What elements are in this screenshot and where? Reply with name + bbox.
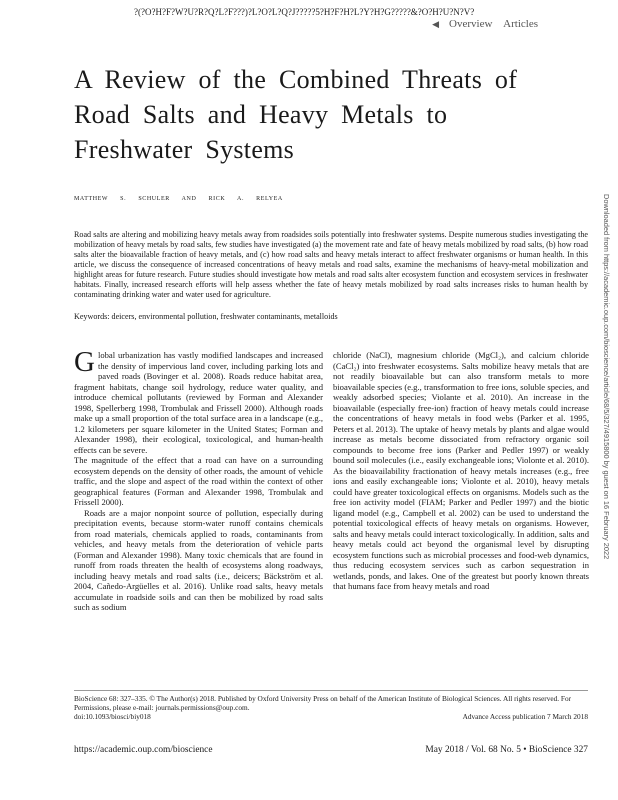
download-watermark-text: Downloaded from https://academic.oup.com/bioscience/article/68/5/327/4915800 by guest on 16 February 2022 — [602, 194, 611, 560]
article-footer — [74, 694, 588, 721]
paragraph-salts-metals: chloride (NaCl), magnesium chloride (MgCl₂), and calcium chloride (CaCl₂) into freshwater ecosystems. Salts mobilize heavy metals that are not readily bioavailable but can also transform metals to more bioavailable species (e.g., transformation to free ions, soluble species, and weakly adsorbed species; Violante et al. 2010). An increase in the bioavailable (especially free-ion) fraction of heavy metals could increase the concentrations of heavy metals in food webs (Parker et al. 1995, Peters et al. 2013). The uptake of heavy metals by plants and algae would increase as metals become dissociated from refractory organic soil compounds to become free ions (Parker and Pedler 1997) or weakly bound soil molecules (i.e., easily exchangeable ions; Violonte et al. 2010). As the bioavailability fractionation of heavy metals increases (e.g., free ions and easily exchangeable ions; Violonte et al. 2010), heavy metals could have greater toxicological effects on organisms. Models such as the free ion activity model (FIAM; Parker and Pedler 1997) and the biotic ligand model (e.g., Campbell et al. 2002) can be used to understand the potential toxicological effects of heavy metals on organisms. However, salts and heavy metals could interact toxicologically. In addition, salts and heavy metals could act beyond the organismal level by disrupting ecosystem functions such as microbial processes and food-web dynamics, thus reducing ecosystem services such as carbon sequestration in wetlands, ponds, and lakes. One of the greatest but poorly known threats that humans face from heavy metals and road — [333, 350, 589, 591]
citation-line: BioScience 68: 327–335. © The Author(s) 2018. Published by Oxford University Press on behalf of the American Institute of Biological Sciences. All rights reserved. For Permissions, please e-mail: journals.permissions@oup.com. — [74, 694, 572, 712]
advance-access-date: Advance Access publication 7 March 2018 — [462, 712, 588, 721]
top-nav — [416, 18, 538, 30]
article-authors: MATTHEW S. SCHULER AND RICK A. RELYEA — [74, 196, 283, 202]
issue-info: May 2018 / Vol. 68 No. 5 • BioScience 327 — [425, 745, 588, 755]
body-column-right — [333, 350, 589, 592]
download-watermark — [600, 194, 612, 596]
nav-overview-label: Overview — [449, 18, 493, 30]
abstract: Road salts are altering and mobilizing heavy metals away from roadsides soils potentially into freshwater systems. Despite numerous studies investigating the mobilization of heavy metals by road salts, few studies have investigated (a) the movement rate and fate of heavy metals mobilized by road salts, (b) how road salts alter the bioavailable fraction of heavy metals, and (c) how road salts and heavy metals interact to affect freshwater organisms or human health. In this article, we discuss the consequence of increased concentrations of heavy metals and road salts, examine the mechanisms of heavy-metal mobilization and highlight areas for future research. Future studies should investigate how metals and road salts alter ecosystem function and ecosystem services in freshwater habitats. Finally, increased research efforts will help assess whether the fate of heavy metals mobilized by road salts increases risks to human health by contaminating drinking water and water used for agriculture. — [74, 230, 588, 299]
drop-cap: G — [74, 346, 95, 378]
paragraph-intro-text: lobal urbanization has vastly modified landscapes and increased the density of impervious land cover, including parking lots and paved roads (Bovinger et al. 2008). Roads reduce habitat area, fragment habitats, change soil hydrology, reduce water quality, and introduce chemical pollutants (reviewed by Forman and Alexander 1998, Spellerberg 1998, Trombulak and Frissell 2000). Although roads make up a small proportion of the total surface area in a landscape (e.g., 1.2 kilometers per square kilometer in the United States; Forman and Alexander 1998), their ecological, toxicological, and human-health effects can be severe. — [74, 350, 323, 455]
keywords: Keywords: deicers, environmental pollution, freshwater contaminants, metalloids — [74, 312, 338, 321]
paragraph-magnitude: The magnitude of the effect that a road can have on a surrounding ecosystem depends on the density of other roads, the amount of vehicle traffic, and the slope and aspect of the road within the context of other geographical features (Forman and Alexander 1998, Trombulak and Frissell 2000). — [74, 455, 323, 507]
journal-url[interactable]: https://academic.oup.com/bioscience — [74, 745, 213, 755]
chevron-left-icon: ◀ — [432, 19, 440, 29]
garbled-header-line: ?(?O?H?F?W?U?R?Q?L?F???)?L?O?L?Q?J?????5?H?F?H?L?Y?H?G?????&?O?H?U?N?V? — [134, 7, 475, 17]
body-column-left — [74, 346, 323, 613]
paragraph-roads-pollution: Roads are a major nonpoint source of pollution, especially during precipitation events, because storm-water runoff contains chemicals from road materials, chemicals applied to roads, contaminants from vehicles, and heavy metals from the deterioration of vehicle parts (Forman and Alexander 1998). Many toxic chemicals that are found in runoff from roads threaten the health of ecosystems along roadways, including heavy metals and road salts (i.e., deicers; Bäckström et al. 2004, Cañedo-Argüelles et al. 2016). Unlike road salts, heavy metals accumulate in roadside soils and can then be mobilized by road salts such as sodium — [74, 507, 323, 612]
paragraph-intro — [74, 346, 323, 455]
nav-articles[interactable]: Articles — [503, 18, 538, 30]
doi-link[interactable]: doi:10.1093/biosci/biy018 — [74, 712, 151, 721]
nav-overview[interactable] — [424, 18, 492, 30]
article-title: A Review of the Combined Threats of Road Salts and Heavy Metals to Freshwater Systems — [74, 65, 518, 164]
footer-divider — [74, 690, 588, 691]
